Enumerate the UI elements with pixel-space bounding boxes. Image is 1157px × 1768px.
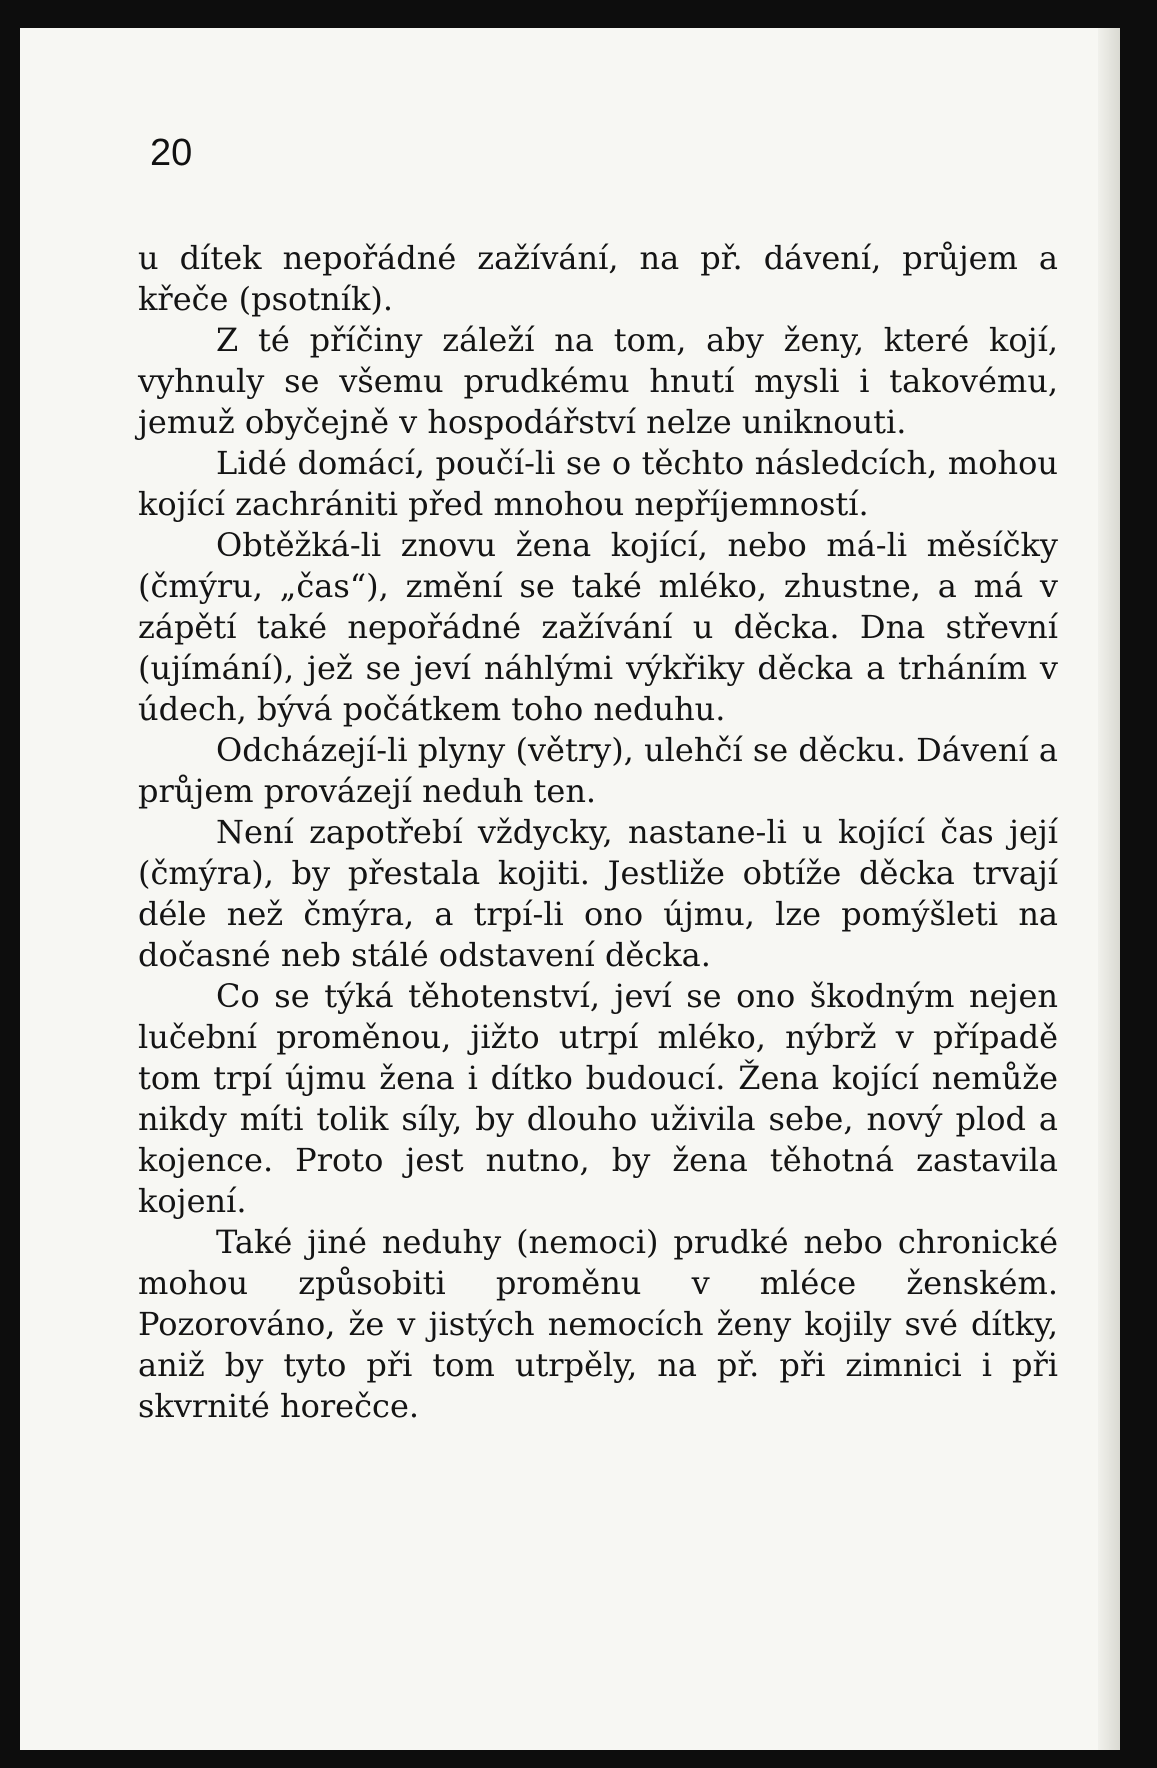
paragraph: u dítek nepořádné zažívání, na př. dávení, průjem a křeče (psotník). [138,239,1058,318]
paragraph: Obtěžká-li znovu žena kojící, nebo má-li měsíčky (čmýru, „čas“), změní se také mléko, zhustne, a má v zápětí také nepořádné zažívání u děcka. Dna střevní (ujímání), jež se jeví náhlými výkřiky děcka a trháním v údech, bývá počátkem toho neduhu. [138,526,1058,728]
page-number: 20 [150,132,193,174]
page-edge-shadow [1098,28,1120,1750]
paragraph: Není zapotřebí vždycky, nastane-li u kojící čas její (čmýra), by přestala kojiti. Jestliže obtíže děcka trvají déle než čmýra, a trpí-li ono újmu, lze pomýšleti na dočasné neb stálé odstavení děcka. [138,813,1058,974]
paragraph: Lidé domácí, poučí-li se o těchto následcích, mohou kojící zachrániti před mnohou nepříjemností. [138,444,1058,523]
body-text [138,238,1058,1427]
book-page [20,28,1120,1750]
paragraph: Také jiné neduhy (nemoci) prudké nebo chronické mohou způsobiti proměnu v mléce ženském. Pozorováno, že v jistých nemocích ženy kojily své dítky, aniž by tyto při tom utrpěly, na př. při zimnici i při skvrnité horečce. [138,1223,1058,1425]
paragraph: Co se týká těhotenství, jeví se ono škodným nejen lučební proměnou, jižto utrpí mléko, nýbrž v případě tom trpí újmu žena i dítko budoucí. Žena kojící nemůže nikdy míti tolik síly, by dlouho uživila sebe, nový plod a kojence. Proto jest nutno, by žena těhotná zastavila kojení. [138,977,1058,1220]
paragraph: Z té příčiny záleží na tom, aby ženy, které kojí, vyhnuly se všemu prudkému hnutí mysli i takovému, jemuž obyčejně v hospodářství nelze uniknouti. [138,321,1058,441]
paragraph: Odcházejí-li plyny (větry), ulehčí se děcku. Dávení a průjem provázejí neduh ten. [138,731,1058,810]
